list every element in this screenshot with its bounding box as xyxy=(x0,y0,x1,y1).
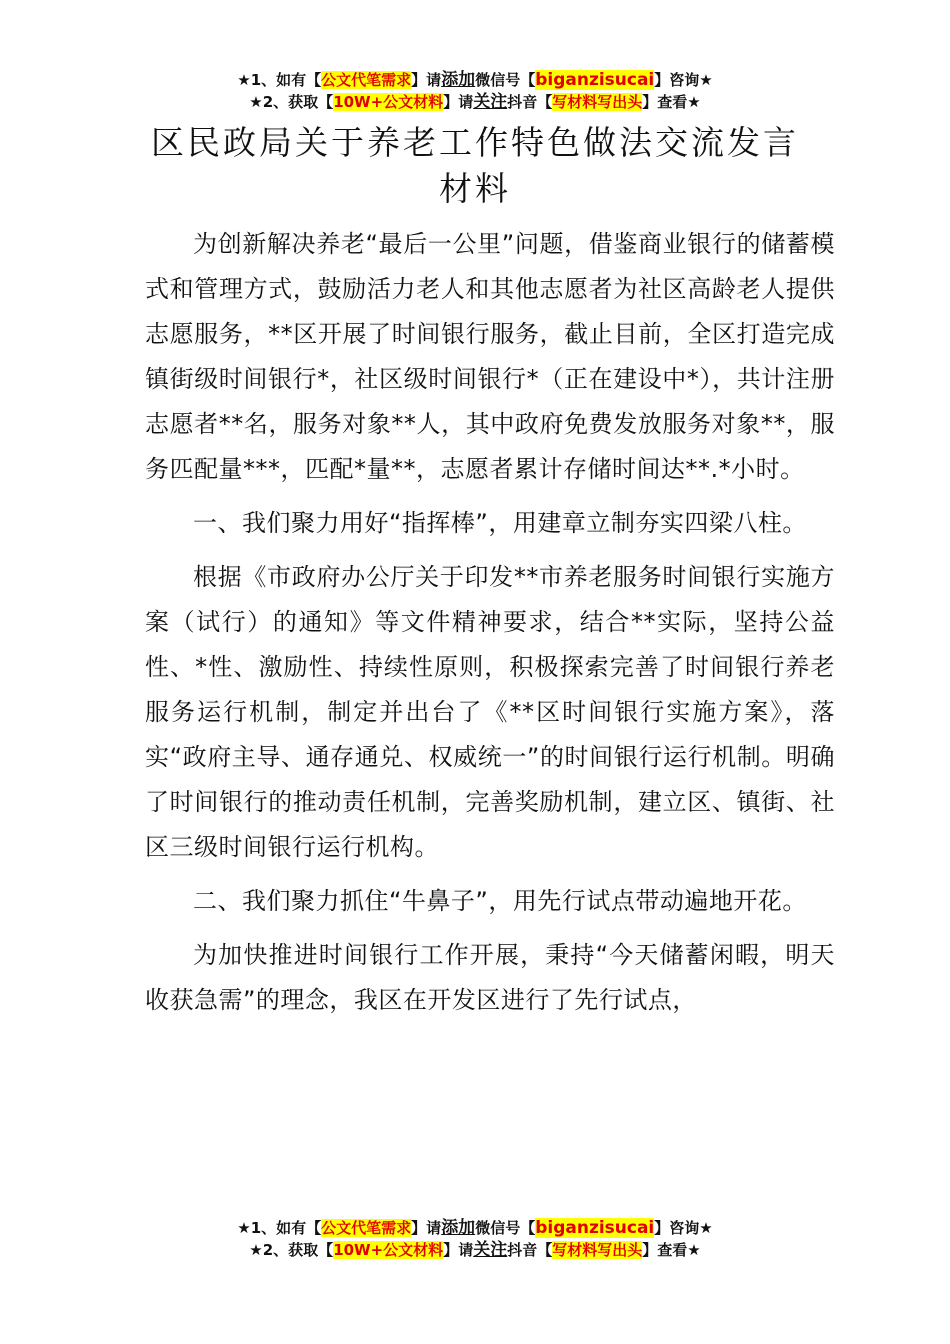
promo-text: 】查看★ xyxy=(642,1241,701,1259)
promo-highlight: 公文代笔需求 xyxy=(321,71,412,89)
promo-text: ★1、如有【 xyxy=(237,1219,322,1237)
section-heading-1: 一、我们聚力用好“指挥棒”，用建章立制夯实四梁八柱。 xyxy=(193,509,807,537)
promo-text: 抖音【 xyxy=(507,93,553,111)
document-title: 区民政局关于养老工作特色做法交流发言材料 xyxy=(151,123,799,208)
promo-underline: 关注 xyxy=(473,92,508,112)
promo-line-2 xyxy=(0,91,950,113)
promo-text: ★2、获取【 xyxy=(249,93,334,111)
promo-wechat-id: biganzisucai xyxy=(535,70,655,90)
promo-text: 】查看★ xyxy=(642,93,701,111)
promo-text: 微信号【 xyxy=(475,1219,536,1237)
promo-highlight: 10W+公文材料 xyxy=(333,1241,444,1259)
promo-line-1 xyxy=(0,69,950,91)
paragraph-section-2: 为加快推进时间银行工作开展，秉持“今天储蓄闲暇，明天收获急需”的理念，我区在开发区进行了先行试点， xyxy=(145,941,835,1014)
promo-banner-top xyxy=(0,69,950,113)
promo-banner-bottom xyxy=(0,1217,950,1261)
promo-text: 抖音【 xyxy=(507,1241,553,1259)
paragraph-section-1: 根据《市政府办公厅关于印发**市养老服务时间银行实施方案（试行）的通知》等文件精神要求，结合**实际，坚持公益性、*性、激励性、持续性原则，积极探索完善了时间银行养老服务运行机制，制定并出台了《**区时间银行实施方案》，落实“政府主导、通存通兑、权威统一”的时间银行运行机制。明确了时间银行的推动责任机制，完善奖励机制，建立区、镇街、社区三级时间银行运行机构。 xyxy=(145,563,835,861)
promo-underline: 添加 xyxy=(441,70,476,90)
promo-line-1 xyxy=(0,1217,950,1239)
promo-douyin-id: 写材料写出头 xyxy=(552,93,643,111)
paragraph-intro: 为创新解决养老“最后一公里”问题，借鉴商业银行的储蓄模式和管理方式，鼓励活力老人和其他志愿者为社区高龄老人提供志愿服务，**区开展了时间银行服务，截止目前，全区打造完成镇街级时间银行*，社区级时间银行*（正在建设中*），共计注册志愿者**名，服务对象**人，其中政府免费发放服务对象**，服务匹配量***，匹配*量**，志愿者累计存储时间达**.*小时。 xyxy=(145,230,835,483)
promo-douyin-id: 写材料写出头 xyxy=(552,1241,643,1259)
promo-line-2 xyxy=(0,1239,950,1261)
promo-underline: 关注 xyxy=(473,1240,508,1260)
promo-text: ★2、获取【 xyxy=(249,1241,334,1259)
promo-wechat-id: biganzisucai xyxy=(535,1218,655,1238)
promo-highlight: 10W+公文材料 xyxy=(333,93,444,111)
promo-text: 】请 xyxy=(443,93,474,111)
promo-text: 】请 xyxy=(443,1241,474,1259)
promo-text: 微信号【 xyxy=(475,71,536,89)
promo-text: 】请 xyxy=(411,71,442,89)
promo-underline: 添加 xyxy=(441,1218,476,1238)
promo-text: 】咨询★ xyxy=(654,1219,713,1237)
promo-text: 】咨询★ xyxy=(654,71,713,89)
section-heading-2: 二、我们聚力抓住“牛鼻子”，用先行试点带动遍地开花。 xyxy=(193,887,807,915)
document-body xyxy=(145,222,835,1032)
promo-highlight: 公文代笔需求 xyxy=(321,1219,412,1237)
promo-text: 】请 xyxy=(411,1219,442,1237)
promo-text: ★1、如有【 xyxy=(237,71,322,89)
